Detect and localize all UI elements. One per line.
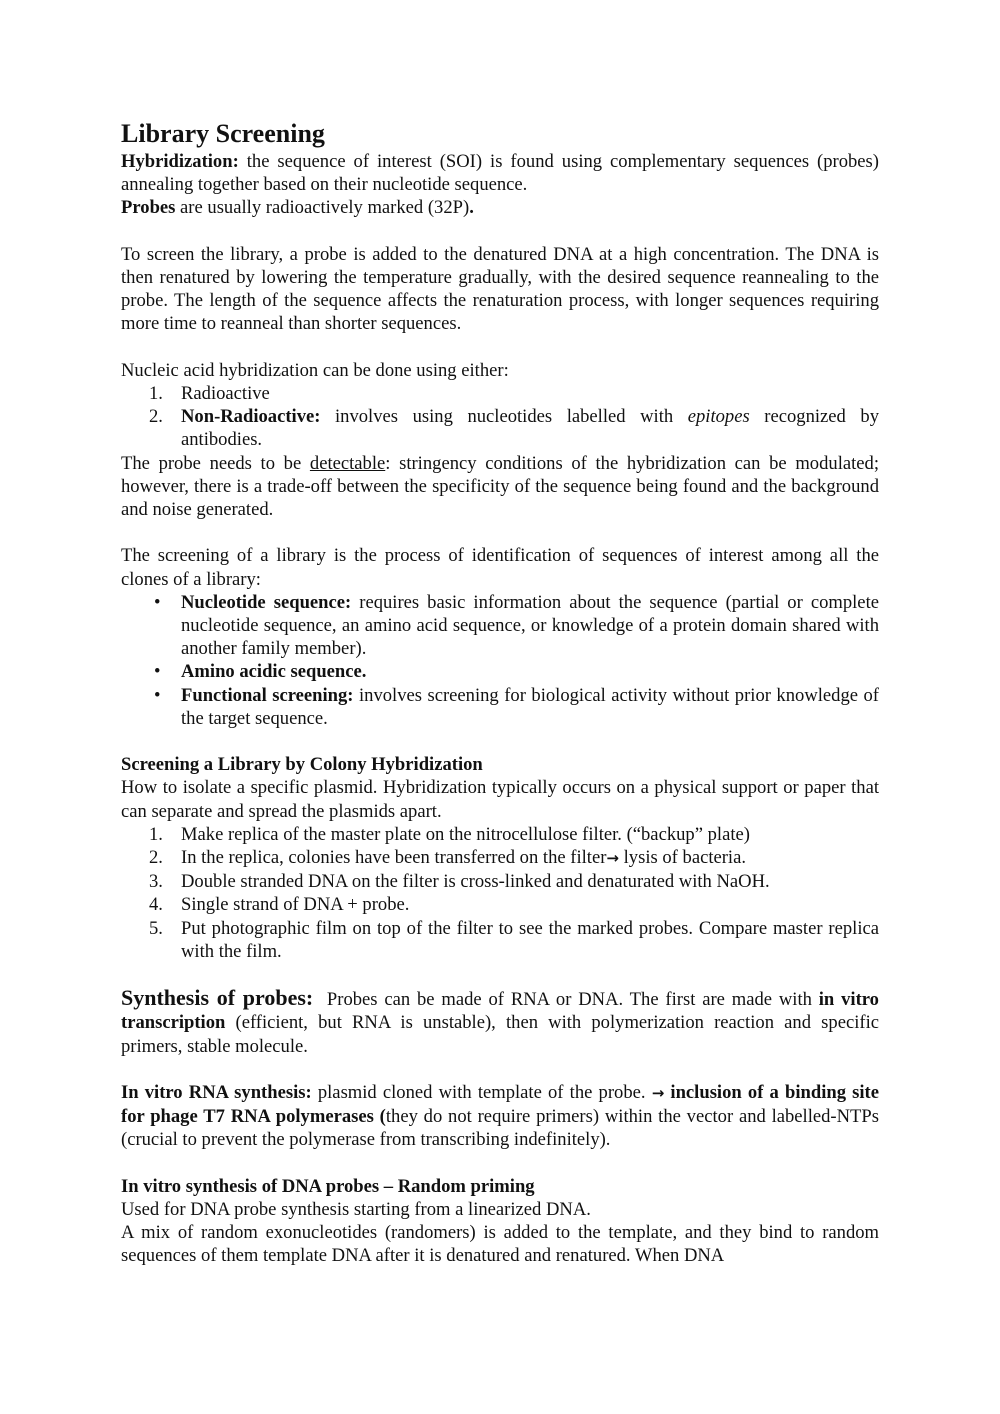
list-item — [149, 405, 880, 451]
list-item — [149, 382, 879, 405]
detectable-paragraph — [121, 452, 879, 522]
list-item — [149, 893, 879, 916]
list-item — [154, 684, 879, 730]
bullet-icon: • — [154, 661, 161, 683]
hybridization-definition — [121, 150, 879, 196]
section-heading: Screening a Library by Colony Hybridization — [121, 754, 483, 776]
dna-probes-line1: Used for DNA probe synthesis starting from a linearized DNA. — [121, 1199, 591, 1221]
probes-text: are usually radioactively marked (32P) — [175, 197, 470, 219]
rna-synthesis-label: In vitro RNA synthesis: — [121, 1082, 312, 1104]
list-item — [149, 917, 879, 963]
non-radioactive-label: Non-Radioactive: — [181, 406, 321, 428]
colony-steps-list — [121, 823, 879, 963]
list-number: 2. — [149, 847, 163, 869]
list-item-text: Double stranded DNA on the filter is cross-linked and denaturated with NaOH. — [181, 871, 770, 893]
list-item-text: Make replica of the master plate on the nitrocellulose filter. (“backup” plate) — [181, 823, 750, 845]
paragraph-text: Probes can be made of RNA or DNA. The first are made with — [313, 989, 819, 1011]
list-number: 4. — [149, 894, 163, 916]
hybridization-methods-lead: Nucleic acid hybridization can be done using either: — [121, 359, 509, 381]
list-item-text: In the replica, colonies have been transferred on the filter — [181, 847, 607, 869]
list-item — [149, 870, 879, 893]
synthesis-heading: Synthesis of probes: — [121, 985, 314, 1011]
nucleotide-sequence-label: Nucleotide sequence: — [181, 591, 352, 613]
paragraph-text: : stringency conditions of the hybridization can be modulated; however, there is a trade-off between the specificity of the sequence being found and the background and noise generated. — [121, 452, 879, 521]
probes-label: Probes — [121, 197, 176, 219]
hybridization-label: Hybridization: — [121, 151, 239, 172]
colony-lead: How to isolate a specific plasmid. Hybridization typically occurs on a physical support or paper that can separate and spread the plasmids apart. — [121, 777, 879, 822]
probes-line — [121, 196, 879, 219]
list-item — [154, 591, 879, 661]
screening-types-list — [121, 591, 879, 730]
screening-lead: The screening of a library is the process of identification of sequences of interest among all the clones of a library: — [121, 545, 879, 590]
list-number: 2. — [149, 406, 163, 428]
colony-heading — [121, 753, 879, 776]
list-number: 5. — [149, 917, 163, 939]
list-item-text: requires basic information about the sequence (partial or complete nucleotide sequence, an amino acid sequence, or knowledge of a protein domain shared with another family member). — [181, 591, 879, 660]
arrow-right-icon: → — [651, 1084, 665, 1103]
dna-probes-line2: A mix of random exonucleotides (randomers) is added to the template, and they bind to random sequences of them template DNA after it is denatured and renatured. When DNA — [121, 1222, 879, 1267]
detectable-term: detectable — [309, 452, 386, 474]
list-item-text: Put photographic film on top of the filter to see the marked probes. Compare master replica with the film. — [181, 917, 879, 962]
synthesis-paragraph — [121, 986, 879, 1058]
hybridization-text: the sequence of interest (SOI) is found using complementary sequences (probes) annealing together based on their nucleotide sequence. — [121, 151, 879, 196]
in-vitro-transcription-term: in vitro transcription — [121, 989, 879, 1034]
dna-probes-heading — [121, 1175, 879, 1198]
functional-screening-label: Functional screening: — [181, 684, 354, 706]
list-item — [149, 823, 879, 846]
paragraph-text: The probe needs to be — [121, 452, 310, 474]
rna-synthesis-paragraph — [121, 1081, 879, 1152]
hybridization-methods-list — [121, 382, 879, 452]
list-item-text: recognized by antibodies. — [181, 406, 880, 451]
list-item — [154, 660, 879, 683]
list-item-text: Single strand of DNA + probe. — [181, 894, 410, 916]
t7-binding-site-term: inclusion of a binding site for phage T7 RNA polymerases ( — [121, 1082, 880, 1128]
list-number: 3. — [149, 871, 163, 893]
list-item-text: involves using nucleotides labelled with — [320, 406, 688, 428]
list-number: 1. — [149, 823, 163, 845]
probes-end: . — [469, 197, 474, 219]
bullet-icon: • — [154, 684, 161, 706]
amino-acidic-sequence-label: Amino acidic sequence. — [181, 661, 367, 683]
list-item-text: Radioactive — [181, 383, 270, 404]
list-item — [149, 846, 879, 870]
list-number: 1. — [149, 383, 163, 404]
page-title: Library Screening — [121, 119, 325, 148]
list-item-text: lysis of bacteria. — [618, 847, 746, 869]
paragraph-text: (efficient, but RNA is unstable), then with polymerization reaction and specific primers, stable molecule. — [121, 1012, 879, 1057]
paragraph-text: plasmid cloned with template of the probe. — [311, 1082, 652, 1104]
bullet-icon: • — [154, 591, 161, 613]
epitopes-term: epitopes — [687, 406, 750, 428]
section-heading: In vitro synthesis of DNA probes – Random priming — [121, 1175, 535, 1197]
arrow-right-icon: → — [606, 849, 619, 868]
list-item-text: involves screening for biological activity without prior knowledge of the target sequence. — [181, 684, 879, 729]
screen-paragraph: To screen the library, a probe is added to the denatured DNA at a high concentration. The DNA is then renatured by lowering the temperature gradually, with the desired sequence reannealing to the probe. The length of the sequence affects the renaturation process, with longer sequences requiring more time to reanneal than shorter sequences. — [121, 243, 879, 335]
paragraph-text: they do not require primers) within the vector and labelled-NTPs (crucial to prevent the polymerase from transcribing indefinitely). — [121, 1106, 879, 1151]
